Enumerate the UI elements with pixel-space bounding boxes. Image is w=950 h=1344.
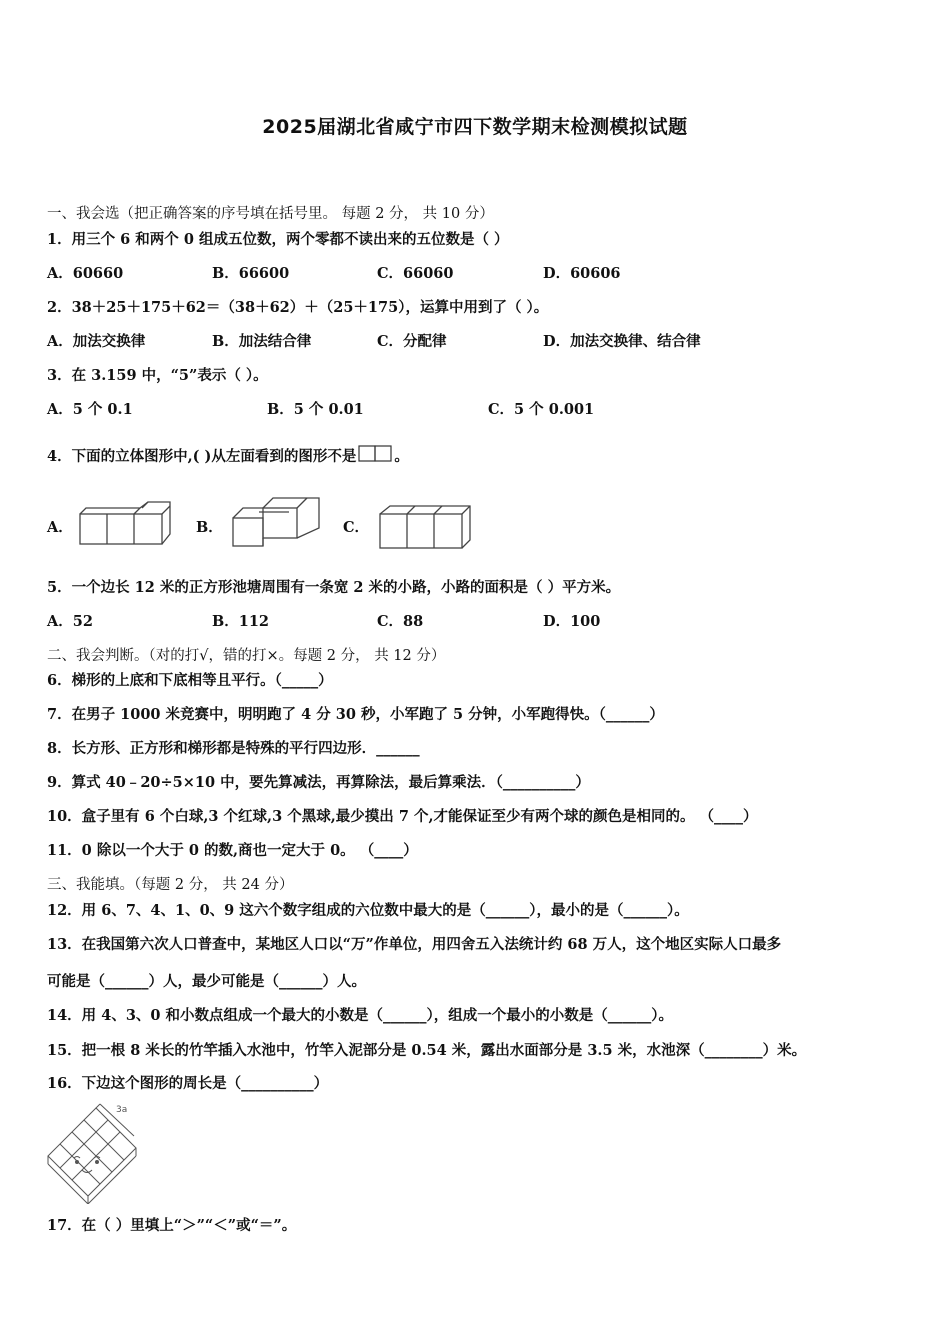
question-4 [47,445,409,466]
question-14: 14．用 4、3、0 和小数点组成一个最大的小数是（______），组成一个最小的小数是（______）。 [47,1007,674,1024]
q2-option-d: D．加法交换律、结合律 [543,333,701,350]
section-2-heading: 二、我会判断。（对的打√，错的打×。每题 2 分， 共 12 分） [47,648,446,664]
question-1: 1．用三个 6 和两个 0 组成五位数，两个零都不读出来的五位数是（ ） [47,231,509,248]
question-13-line-2: 可能是（______）人，最少可能是（______）人。 [47,973,366,990]
question-2: 2．38＋25＋175＋62＝（38＋62）＋（25＋175），运算中用到了（ ）。 [47,299,549,316]
q4-figure-a [78,500,174,552]
question-11: 11．0 除以一个大于 0 的数,商也一定大于 0。 （____） [47,842,418,859]
q5-option-b: B．112 [212,613,270,630]
question-15: 15．把一根 8 米长的竹竿插入水池中，竹竿入泥部分是 0.54 米，露出水面部分是 3.5 米，水池深（________）米。 [47,1042,807,1059]
question-12: 12．用 6、7、4、1、0、9 这六个数字组成的六位数中最大的是（______），最小的是（______）。 [47,902,689,919]
q4-text: 4．下面的立体图形中,( )从左面看到的图形不是 [47,448,357,465]
section-3-heading: 三、我能填。（每题 2 分， 共 24 分） [47,877,294,893]
q1-option-d: D．60606 [543,265,621,282]
q16-grid-figure [44,1100,144,1204]
q1-option-c: C．66060 [377,265,454,282]
question-10: 10．盒子里有 6 个白球,3 个红球,3 个黑球,最少摸出 7 个,才能保证至少有两个球的颜色是相同的。 （____） [47,808,758,825]
question-9: 9．算式 40﹣20÷5×10 中，要先算减法，再算除法，最后算乘法．（__________） [47,774,590,791]
q4-option-b: B． [196,519,223,536]
q5-option-c: C．88 [377,613,424,630]
q16-label: 3a [116,1105,128,1115]
q5-option-a: A．52 [47,613,93,630]
question-8: 8．长方形、正方形和梯形都是特殊的平行四边形．______ [47,740,420,757]
two-square-view-icon [358,445,394,463]
q4-option-a: A． [47,519,73,536]
question-16: 16．下边这个图形的周长是（__________） [47,1075,329,1092]
question-5: 5．一个边长 12 米的正方形池塘周围有一条宽 2 米的小路，小路的面积是（ ）平方米。 [47,579,621,596]
q4-figure-c [376,502,474,552]
q4-figure-b [229,494,325,552]
q1-option-b: B．66600 [212,265,290,282]
page-title: 2025届湖北省咸宁市四下数学期末检测模拟试题 [262,116,688,138]
question-13-line-1: 13．在我国第六次人口普查中，某地区人口以“万”作单位，用四舍五入法统计约 68 万人，这个地区实际人口最多 [47,936,782,953]
q2-option-b: B．加法结合律 [212,333,312,350]
q4-option-c: C． [343,519,370,536]
q3-option-c: C．5 个 0.001 [488,401,595,418]
section-1-heading: 一、我会选（把正确答案的序号填在括号里。 每题 2 分， 共 10 分） [47,206,494,222]
question-7: 7．在男子 1000 米竞赛中，明明跑了 4 分 30 秒，小军跑了 5 分钟，小军跑得快。（______） [47,706,664,723]
question-3: 3．在 3.159 中，“5”表示（ ）。 [47,367,268,384]
q2-option-c: C．分配律 [377,333,447,350]
q3-option-b: B．5 个 0.01 [267,401,364,418]
q1-option-a: A．60660 [47,265,124,282]
q2-option-a: A．加法交换律 [47,333,146,350]
q3-option-a: A．5 个 0.1 [47,401,133,418]
question-17: 17．在（ ）里填上“＞”“＜”或“＝”。 [47,1217,297,1234]
q4-end: 。 [394,448,409,465]
question-6: 6．梯形的上底和下底相等且平行。（_____） [47,672,333,689]
q5-option-d: D．100 [543,613,601,630]
